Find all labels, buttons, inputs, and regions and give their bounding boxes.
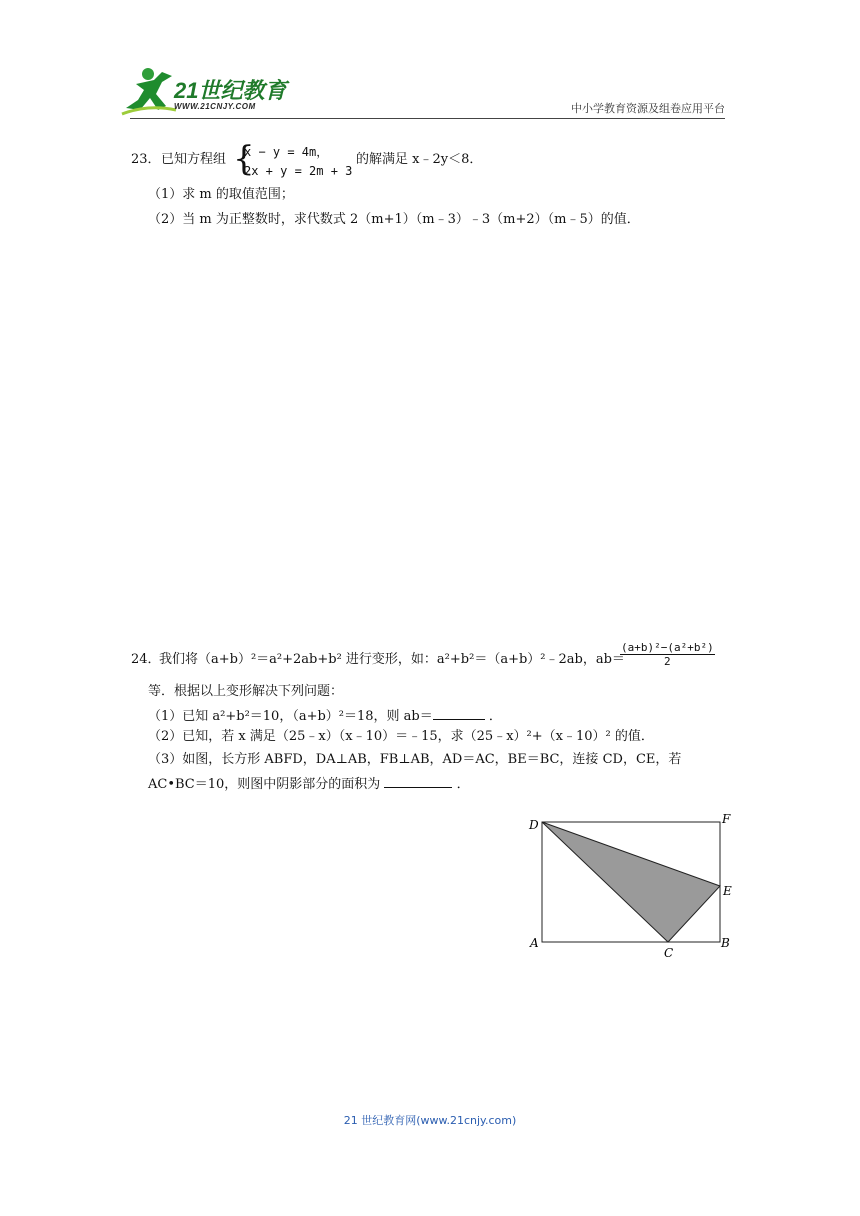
q23-brace: { (233, 139, 255, 179)
q24-part3-line2 (148, 774, 470, 794)
logo (118, 66, 293, 118)
label-f: F (722, 812, 731, 826)
label-c: C (664, 946, 674, 960)
q24-figure (522, 810, 742, 960)
q24-part3-text: AC•BC＝10，则图中阴影部分的面积为 (148, 777, 381, 792)
footer-text[interactable]: 21 世纪教育网(www.21cnjy.com) (343, 1114, 517, 1127)
q24-part3-line1: （3）如图，长方形 ABFD，DA⊥AB，FB⊥AB，AD＝AC，BE＝BC，连接 CD，CE，若 (148, 752, 682, 767)
label-d: D (529, 818, 539, 832)
q24-part1 (148, 706, 502, 726)
label-a: A (530, 936, 539, 950)
q23-intro: 已知方程组 (161, 152, 227, 167)
q23-part2: （2）当 m 为正整数时，求代数式 2（m+1）（m﹣3）﹣3（m+2）（m﹣5）的值． (148, 212, 640, 227)
q24-part3-answer-blank[interactable] (384, 774, 452, 788)
q24-part1-answer-blank[interactable] (433, 706, 485, 720)
q24-part1-end: ． (488, 709, 502, 724)
label-e: E (723, 884, 732, 898)
logo-runner-icon (118, 66, 178, 118)
q24-number: 24． (131, 652, 161, 667)
q24-fraction-numerator: (a+b)²−(a²+b²) (621, 641, 714, 654)
q23-part1: （1）求 m 的取值范围； (148, 187, 294, 202)
q23-condition: 的解满足 x﹣2y＜8． (356, 152, 483, 167)
shaded-triangle-dce (542, 822, 720, 942)
logo-url: WWW.21CNJY.COM (174, 102, 256, 111)
platform-text: 中小学教育资源及组卷应用平台 (571, 102, 725, 115)
q23-eq2: 2x + y = 2m + 3 (244, 164, 353, 178)
q24-part3-end: ． (456, 777, 470, 792)
q23-eq1: x − y = 4m， (244, 145, 329, 159)
q24-part2: （2）已知，若 x 满足（25﹣x）（x﹣10）＝﹣15，求（25﹣x）²+（x﹣10）² 的值． (148, 729, 654, 744)
header-divider (130, 118, 725, 119)
logo-text: 21世纪教育 (174, 78, 287, 103)
q24-fraction-denominator: 2 (664, 655, 671, 668)
q24-line2: 等．根据以上变形解决下列问题： (148, 684, 344, 699)
q24-line1: 我们将（a+b）²＝a²+2ab+b² 进行变形，如：a²+b²＝（a+b）²﹣2ab，ab＝ (159, 652, 625, 667)
q23-number: 23． (131, 152, 161, 167)
q24-part1-text: （1）已知 a²+b²＝10，（a+b）²＝18，则 ab＝ (148, 709, 433, 724)
q24-fraction (620, 641, 715, 668)
label-b: B (721, 936, 730, 950)
